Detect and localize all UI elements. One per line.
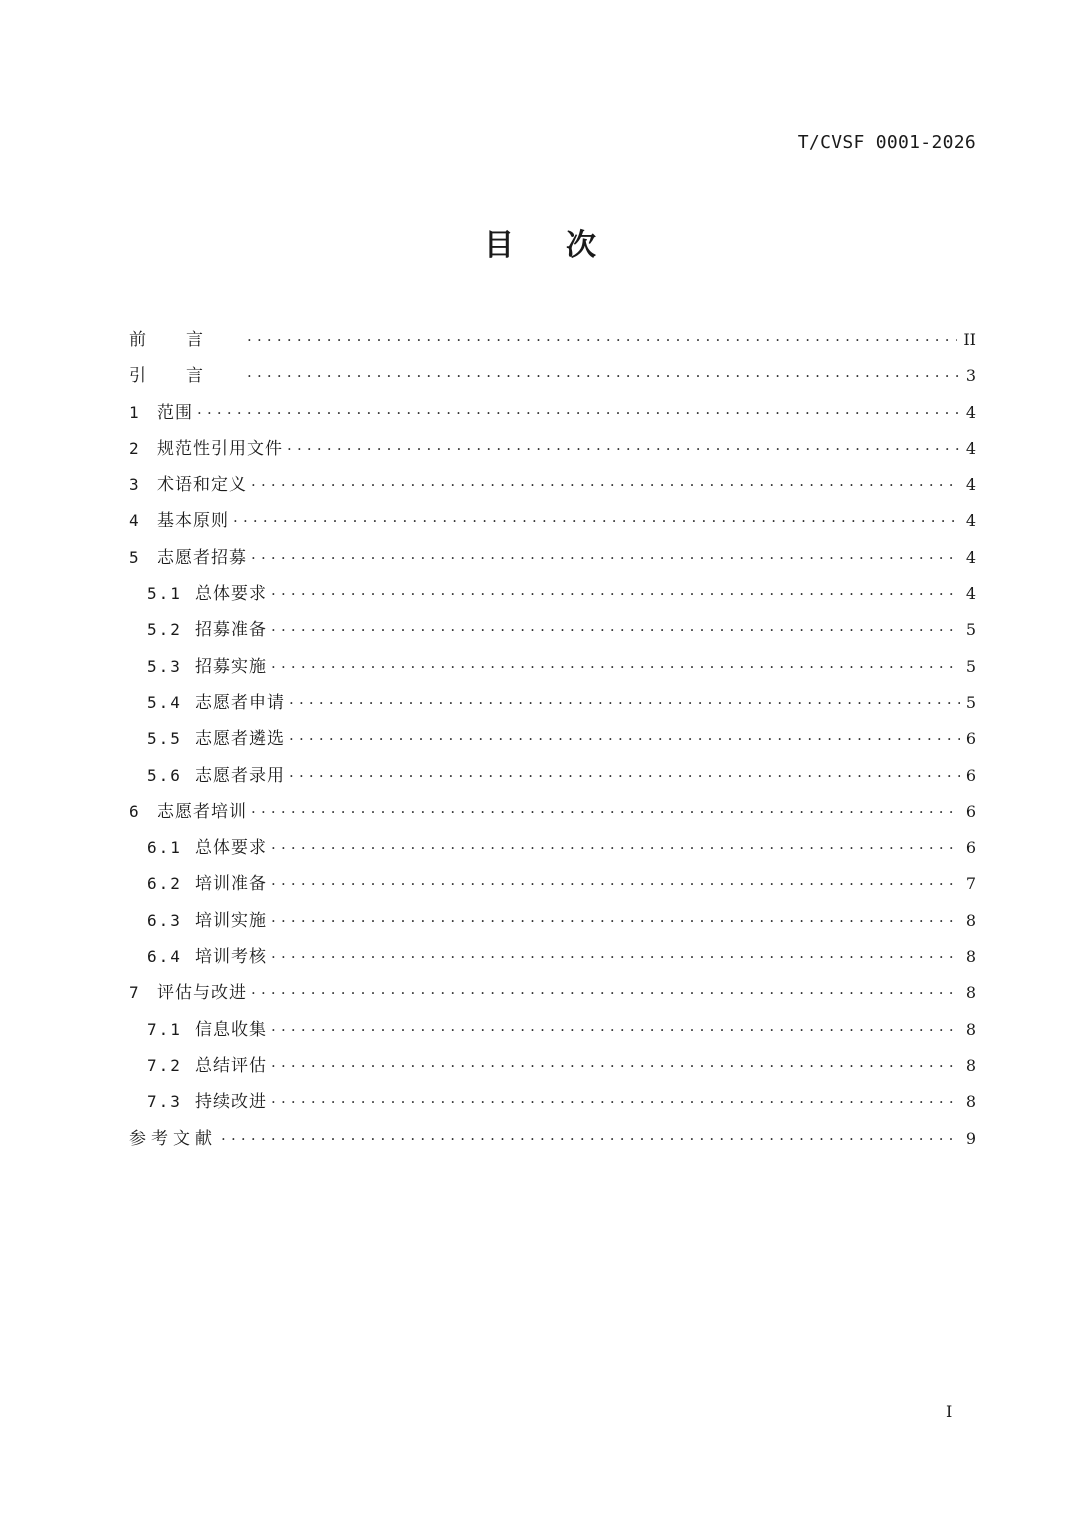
toc-entry-label: 招募准备	[195, 620, 267, 641]
toc-entry-page: 7	[965, 874, 976, 894]
standard-number: T/CVSF 0001-2026	[797, 132, 976, 153]
toc-entry[interactable]	[129, 503, 976, 539]
toc-entry[interactable]	[129, 540, 976, 576]
toc-entry[interactable]	[129, 649, 976, 685]
toc-entry-page: 8	[965, 947, 976, 967]
toc-entry[interactable]	[129, 576, 976, 612]
toc-entry[interactable]	[129, 1084, 976, 1120]
dot-leader	[247, 322, 957, 358]
toc-entry-number: 6.1	[147, 838, 182, 858]
dot-leader	[289, 721, 960, 757]
toc-entry[interactable]	[129, 794, 976, 830]
dot-leader	[251, 540, 960, 576]
dot-leader	[271, 1012, 960, 1048]
toc-entry[interactable]	[129, 431, 976, 467]
toc-entry-page: 8	[965, 910, 976, 930]
toc-entry-page: 9	[965, 1128, 976, 1148]
toc-entry-label: 志愿者培训	[157, 801, 247, 822]
toc-entry-number: 7.1	[147, 1019, 182, 1039]
toc-entry[interactable]	[129, 358, 976, 394]
dot-leader	[233, 503, 960, 539]
toc-entry-page: 8	[965, 1055, 976, 1075]
toc-entry-number: 5.1	[147, 584, 182, 604]
toc-entry-page: 6	[965, 801, 976, 821]
toc-entry-page: 4	[965, 511, 976, 531]
dot-leader	[287, 431, 960, 467]
dot-leader	[271, 576, 960, 612]
toc-entry-page: II	[963, 330, 976, 349]
toc-entry-number: 1	[129, 402, 139, 422]
toc-entry-label: 参考文献	[129, 1128, 217, 1149]
toc-entry-number: 2	[129, 438, 139, 458]
dot-leader	[271, 1084, 960, 1120]
toc-entry-page: 8	[965, 1019, 976, 1039]
toc-entry-label: 志愿者招募	[157, 547, 247, 568]
toc-heading: 目次	[484, 228, 648, 263]
toc-entry-page: 4	[965, 547, 976, 567]
toc-entry-number: 5.5	[147, 729, 182, 749]
toc-entry-number: 6.3	[147, 910, 182, 930]
toc-entry-page: 4	[965, 475, 976, 495]
toc-entry[interactable]	[129, 685, 976, 721]
dot-leader	[271, 830, 960, 866]
toc-entry-label: 志愿者录用	[195, 765, 285, 786]
toc-entry[interactable]	[129, 322, 976, 358]
toc-entry-page: 6	[965, 765, 976, 785]
toc-entry-number: 5.2	[147, 620, 182, 640]
toc-entry[interactable]	[129, 903, 976, 939]
toc-entry-number: 5.3	[147, 656, 182, 676]
toc-entry-label: 范围	[157, 402, 193, 423]
toc-entry[interactable]	[129, 866, 976, 902]
dot-leader	[221, 1121, 960, 1157]
dot-leader	[271, 903, 960, 939]
toc-entry-label: 规范性引用文件	[157, 438, 283, 459]
dot-leader	[289, 685, 960, 721]
dot-leader	[271, 866, 960, 902]
toc-entry-number: 7.2	[147, 1055, 182, 1075]
toc-entry-label: 前言	[129, 330, 243, 350]
toc-entry-number: 4	[129, 511, 139, 531]
dot-leader	[271, 649, 960, 685]
toc-entry[interactable]	[129, 1012, 976, 1048]
toc-entry-number: 7	[129, 983, 139, 1003]
dot-leader	[197, 395, 960, 431]
toc-entry-number: 7.3	[147, 1092, 182, 1112]
toc-entry-label: 总结评估	[195, 1055, 267, 1076]
toc-entry[interactable]	[129, 758, 976, 794]
toc-entry[interactable]	[129, 395, 976, 431]
toc-entry-label: 总体要求	[195, 838, 267, 859]
toc-entry-page: 3	[965, 366, 976, 386]
toc-entry-number: 5.4	[147, 692, 182, 712]
toc-entry-label: 培训考核	[195, 947, 267, 968]
toc-entry-page: 6	[965, 729, 976, 749]
toc-entry-label: 招募实施	[195, 656, 267, 677]
toc-entry-page: 4	[965, 438, 976, 458]
dot-leader	[289, 758, 960, 794]
dot-leader	[247, 358, 960, 394]
toc-entry-label: 持续改进	[195, 1092, 267, 1113]
dot-leader	[251, 794, 960, 830]
toc-entry[interactable]	[129, 939, 976, 975]
toc-entry-label: 志愿者遴选	[195, 729, 285, 750]
toc-entry-label: 信息收集	[195, 1019, 267, 1040]
page-folio: I	[946, 1402, 953, 1421]
toc-entry-number: 5	[129, 547, 139, 567]
toc-entry-page: 8	[965, 1092, 976, 1112]
toc-entry-page: 4	[965, 402, 976, 422]
toc-entry-label: 培训准备	[195, 874, 267, 895]
toc-entry-number: 6.2	[147, 874, 182, 894]
toc-entry-page: 6	[965, 838, 976, 858]
toc-entry-number: 5.6	[147, 765, 182, 785]
table-of-contents	[129, 322, 976, 1157]
toc-entry-label: 培训实施	[195, 910, 267, 931]
dot-leader	[271, 939, 960, 975]
toc-entry-number: 6	[129, 801, 139, 821]
toc-entry[interactable]	[129, 721, 976, 757]
dot-leader	[251, 975, 960, 1011]
toc-entry[interactable]	[129, 1048, 976, 1084]
toc-entry-label: 引言	[129, 366, 243, 387]
toc-entry-label: 基本原则	[157, 511, 229, 532]
toc-entry-page: 5	[965, 656, 976, 676]
toc-entry-page: 4	[965, 584, 976, 604]
toc-entry-label: 总体要求	[195, 584, 267, 605]
toc-entry-page: 8	[965, 983, 976, 1003]
toc-entry[interactable]	[129, 467, 976, 503]
toc-entry-number: 3	[129, 475, 139, 495]
toc-entry-page: 5	[965, 692, 976, 712]
toc-entry-page: 5	[965, 620, 976, 640]
toc-entry[interactable]	[129, 612, 976, 648]
toc-entry[interactable]	[129, 975, 976, 1011]
toc-entry-label: 志愿者申请	[195, 692, 285, 713]
toc-entry-number: 6.4	[147, 947, 182, 967]
toc-entry[interactable]	[129, 1121, 976, 1157]
toc-entry-label: 评估与改进	[157, 983, 247, 1004]
toc-entry-label: 术语和定义	[157, 475, 247, 496]
toc-entry[interactable]	[129, 830, 976, 866]
dot-leader	[271, 1048, 960, 1084]
dot-leader	[251, 467, 960, 503]
dot-leader	[271, 612, 960, 648]
